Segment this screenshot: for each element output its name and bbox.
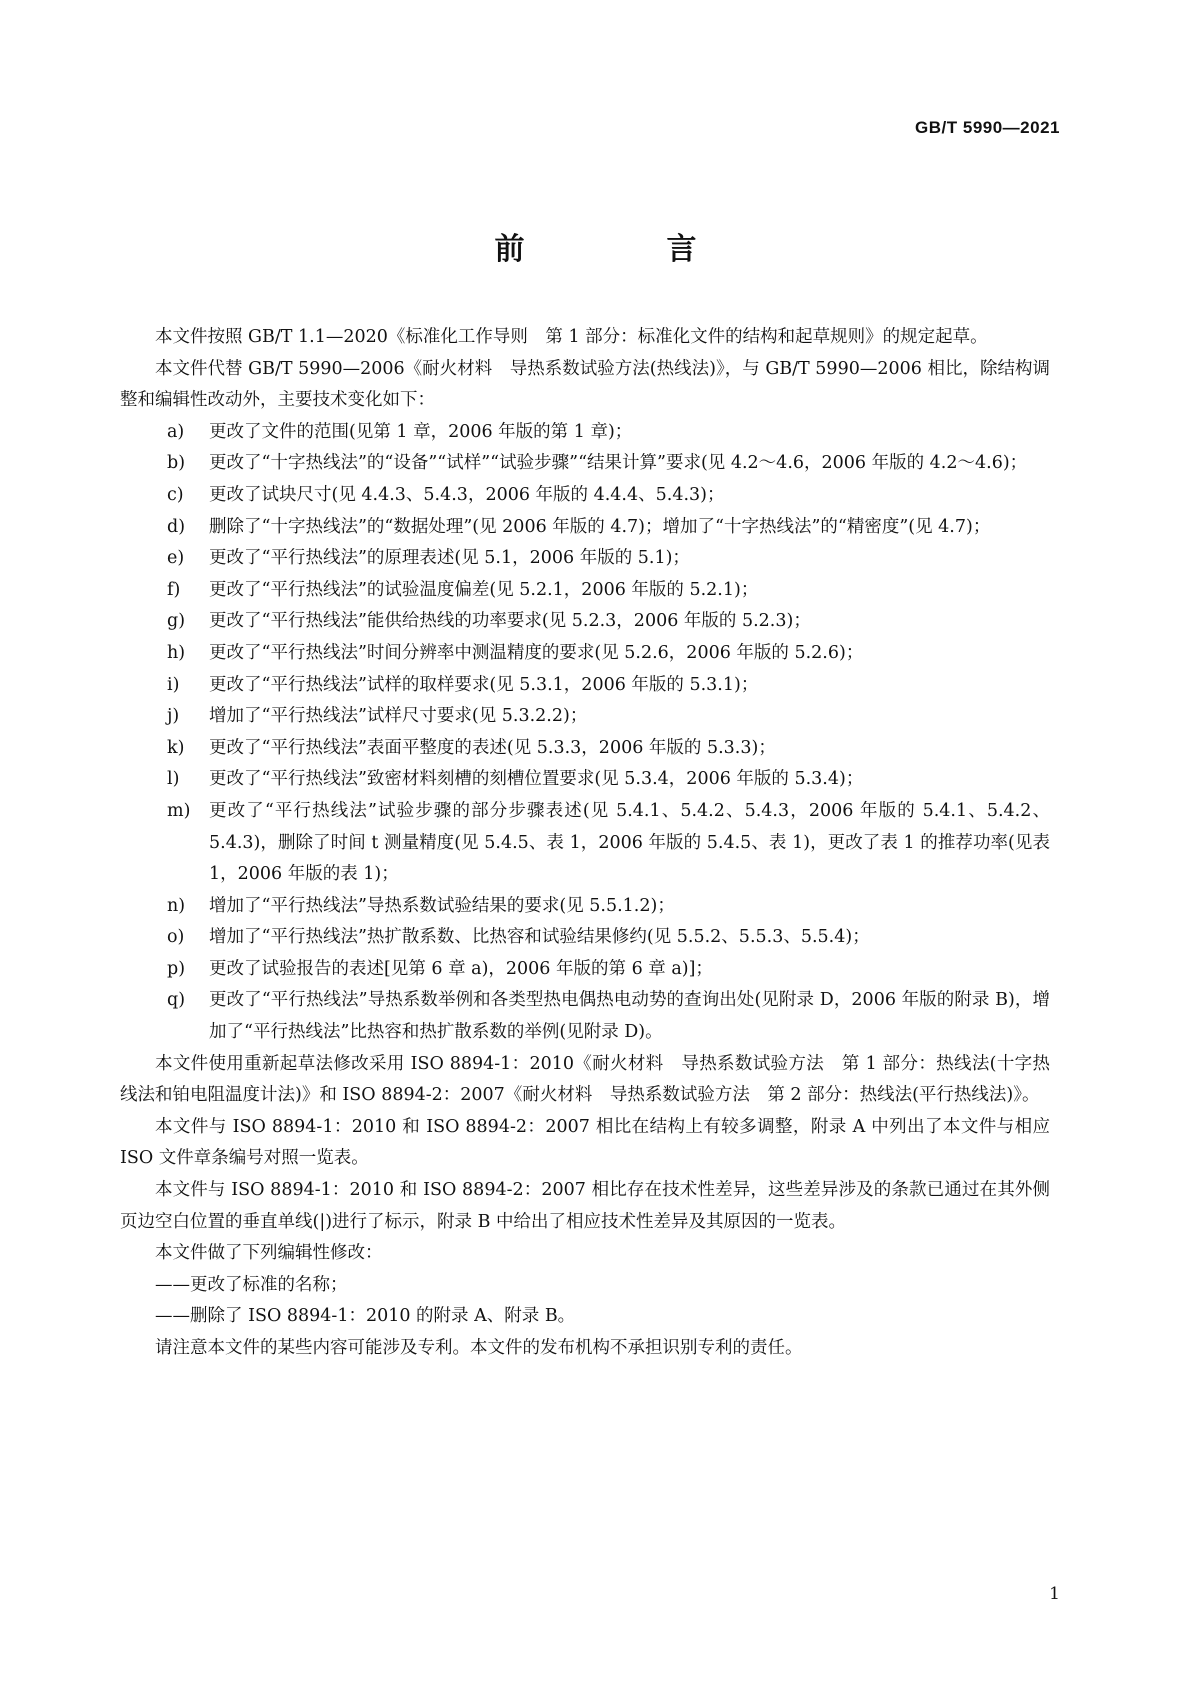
editorial-item: ——更改了标准的名称； [155, 1274, 348, 1295]
list-item [120, 670, 1050, 702]
list-item-text: 增加了“平行热线法”导热系数试验结果的要求(见 5.5.1.2)； [209, 895, 675, 916]
list-item [120, 922, 1050, 954]
list-item [120, 575, 1050, 607]
list-marker: i) [167, 674, 180, 695]
list-item [120, 796, 1050, 891]
editorial-item: ——删除了 ISO 8894-1：2010 的附录 A、附录 B。 [155, 1306, 576, 1327]
list-item [120, 954, 1050, 986]
list-marker: c) [167, 484, 184, 505]
list-marker: g) [167, 611, 186, 632]
list-marker: o) [167, 927, 185, 948]
list-marker: j) [167, 706, 180, 727]
paragraph-replaces: 本文件代替 GB/T 5990—2006《耐火材料 导热系数试验方法(热线法)》，与 GB/T 5990—2006 相比，除结构调整和编辑性改动外，主要技术变化如下： [120, 358, 1050, 411]
list-item-text: 删除了“十字热线法”的“数据处理”(见 2006 年版的 4.7)；增加了“十字热线法”的“精密度”(见 4.7)； [209, 516, 991, 537]
list-item-text: 更改了试验报告的表述[见第 6 章 a)，2006 年版的第 6 章 a)]； [209, 958, 713, 979]
list-item [120, 606, 1050, 638]
list-item-text: 增加了“平行热线法”热扩散系数、比热容和试验结果修约(见 5.5.2、5.5.3、5.5.4)； [209, 927, 870, 948]
document-body [120, 322, 1050, 1365]
list-item-text: 更改了“平行热线法”的原理表述(见 5.1，2006 年版的 5.1)； [209, 548, 690, 569]
paragraph-technical-differences: 本文件与 ISO 8894-1：2010 和 ISO 8894-2：2007 相比存在技术性差异，这些差异涉及的条款已通过在其外侧页边空白位置的垂直单线(|)进行了标示，附录 B 中给出了相应技术性差异及其原因的一览表。 [120, 1180, 1050, 1232]
list-item-text: 更改了“平行热线法”致密材料刻槽的刻槽位置要求(见 5.3.4，2006 年版的 5.3.4)； [209, 769, 864, 790]
paragraph-adoption: 本文件使用重新起草法修改采用 ISO 8894-1：2010《耐火材料 导热系数试验方法 第 1 部分：热线法(十字热线法和铂电阻温度计法)》和 ISO 8894-2：2007《耐火材料 导热系数试验方法 第 2 部分：热线法(平行热线法)》。 [120, 1053, 1050, 1106]
list-item-text: 更改了“平行热线法”导热系数举例和各类型热电偶热电动势的查询出处(见附录 D，2006 年版的附录 B)，增加了“平行热线法”比热容和热扩散系数的举例(见附录 D)。 [209, 990, 1050, 1043]
list-item-text: 更改了“平行热线法”试样的取样要求(见 5.3.1，2006 年版的 5.3.1)； [209, 674, 759, 695]
list-item [120, 417, 1050, 449]
list-marker: m) [167, 800, 191, 821]
list-item-text: 更改了“平行热线法”时间分辨率中测温精度的要求(见 5.2.6，2006 年版的 5.2.6)； [209, 642, 864, 663]
list-item-text: 更改了“平行热线法”试验步骤的部分步骤表述(见 5.4.1、5.4.2、5.4.3，2006 年版的 5.4.1、5.4.2、5.4.3)，删除了时间 t 测量精度(见 5.4.5、表 1，2006 年版的 5.4.5、表 1)，更改了表 1 的推荐功率(见表 1，2006 年版的表 1)； [209, 800, 1050, 885]
list-marker: h) [167, 642, 186, 663]
list-marker: b) [167, 453, 186, 474]
list-marker: k) [167, 737, 185, 758]
list-item-text: 增加了“平行热线法”试样尺寸要求(见 5.3.2.2)； [209, 706, 588, 727]
list-item-text: 更改了“平行热线法”表面平整度的表述(见 5.3.3，2006 年版的 5.3.3)； [209, 737, 776, 758]
paragraph-editorial-intro: 本文件做了下列编辑性修改： [155, 1243, 383, 1264]
page-number: 1 [1049, 1584, 1060, 1604]
list-item [120, 480, 1050, 512]
list-item-text: 更改了“十字热线法”的“设备”“试样”“试验步骤”“结果计算”要求(见 4.2～4.6，2006 年版的 4.2～4.6)； [209, 453, 1028, 474]
list-marker: l) [167, 769, 180, 790]
list-item-text: 更改了文件的范围(见第 1 章，2006 年版的第 1 章)； [209, 421, 633, 442]
list-item [120, 764, 1050, 796]
page-title: 前 言 [494, 232, 753, 267]
list-item [120, 543, 1050, 575]
list-item [120, 512, 1050, 544]
list-marker: p) [167, 958, 186, 979]
list-item [120, 638, 1050, 670]
paragraph-structure: 本文件与 ISO 8894-1：2010 和 ISO 8894-2：2007 相比在结构上有较多调整，附录 A 中列出了本文件与相应 ISO 文件章条编号对照一览表。 [120, 1116, 1050, 1169]
list-item [120, 701, 1050, 733]
list-item-text: 更改了“平行热线法”的试验温度偏差(见 5.2.1，2006 年版的 5.2.1)； [209, 579, 759, 600]
paragraph-drafting-rules: 本文件按照 GB/T 1.1—2020《标准化工作导则 第 1 部分：标准化文件的结构和起草规则》的规定起草。 [155, 327, 988, 347]
list-item-text: 更改了试块尺寸(见 4.4.3、5.4.3，2006 年版的 4.4.4、5.4.3)； [209, 484, 725, 505]
list-item [120, 733, 1050, 765]
list-marker: e) [167, 548, 185, 569]
list-marker: q) [167, 990, 186, 1011]
changes-list [120, 417, 1050, 1049]
paragraph-patent-notice: 请注意本文件的某些内容可能涉及专利。本文件的发布机构不承担识别专利的责任。 [155, 1338, 803, 1358]
list-marker: n) [167, 895, 186, 916]
list-marker: d) [167, 516, 186, 537]
list-marker: f) [167, 579, 181, 600]
list-item [120, 985, 1050, 1048]
list-marker: a) [167, 421, 185, 442]
list-item [120, 448, 1050, 480]
standard-code: GB/T 5990—2021 [915, 118, 1060, 137]
list-item [120, 891, 1050, 923]
list-item-text: 更改了“平行热线法”能供给热线的功率要求(见 5.2.3，2006 年版的 5.2.3)； [209, 611, 811, 632]
